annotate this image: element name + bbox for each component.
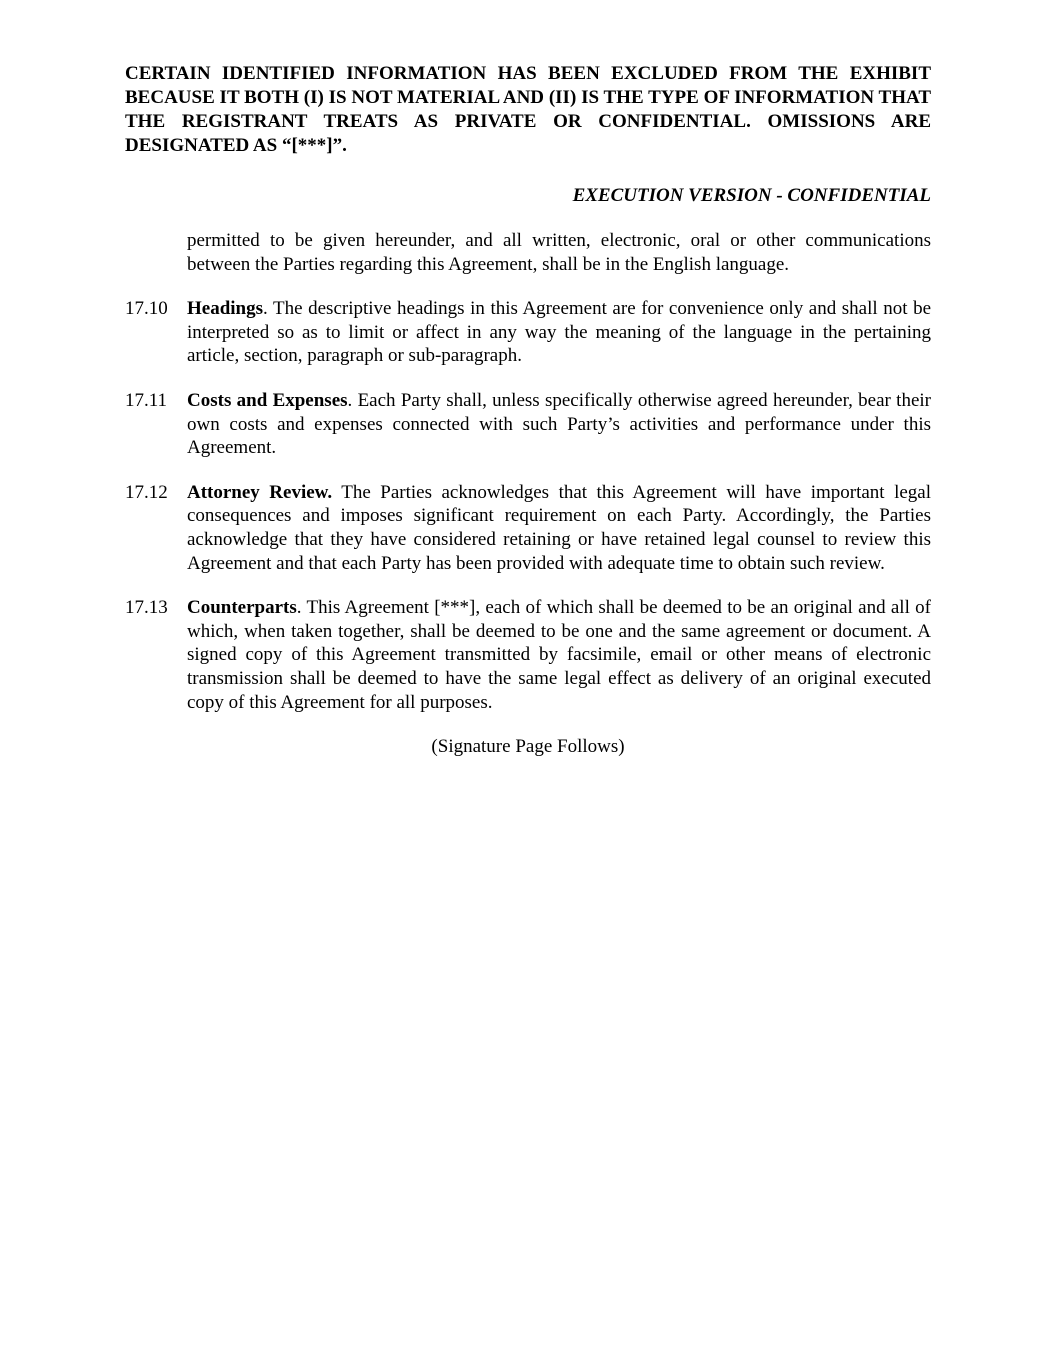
continuation-paragraph: permitted to be given hereunder, and all written, electronic, oral or other communications between the Parties regarding this Agreement, shall be in the English language. [187, 230, 931, 275]
section-17-12 [125, 481, 931, 575]
section-text: . The descriptive headings in this Agreement are for convenience only and shall not be interpreted so as to limit or affect in any way the meaning of the language in the pertaining article, section, paragraph or sub-paragraph. [187, 298, 931, 367]
section-number: 17.13 [125, 597, 168, 619]
section-body [187, 389, 931, 460]
section-title: Headings [187, 298, 264, 320]
section-text: . This Agreement [***], each of which shall be deemed to be an original and all of which, when taken together, shall be deemed to be one and the same agreement or document. A signed copy of this Agreement transmitted by facsimile, email or other means of electronic transmission shall be deemed to have the same legal effect as delivery of an original executed copy of this Agreement for all purposes. [187, 597, 931, 713]
section-17-13 [125, 596, 931, 714]
section-text: The Parties acknowledges that this Agreement will have important legal consequences and imposes significant requirement on each Party. Accordingly, the Parties acknowledge that they have considered retaining or have retained legal counsel to review this Agreement and that each Party has been provided with adequate time to obtain such review. [187, 481, 931, 574]
section-body [187, 297, 931, 368]
section-number: 17.10 [125, 298, 168, 320]
section-17-10 [125, 297, 931, 368]
document-page [125, 62, 931, 759]
section-text: . Each Party shall, unless specifically otherwise agreed hereunder, bear their own costs and expenses connected with such Party’s activities and performance under this Agreement. [187, 389, 931, 459]
confidentiality-legend: CERTAIN IDENTIFIED INFORMATION HAS BEEN EXCLUDED FROM THE EXHIBIT BECAUSE IT BOTH (I) IS NOT MATERIAL AND (II) IS THE TYPE OF INFORMATION THAT THE REGISTRANT TREATS AS PRIVATE OR CONFIDENTIAL. OMISSIONS ARE DESIGNATED AS “[***]”. [125, 63, 931, 156]
section-title: Attorney Review. [187, 481, 333, 503]
section-body [187, 596, 931, 714]
signature-page-note: (Signature Page Follows) [431, 736, 625, 758]
section-17-11 [125, 389, 931, 460]
section-title: Counterparts [187, 597, 297, 619]
section-number: 17.12 [125, 481, 168, 503]
section-title: Costs and Expenses [187, 389, 348, 411]
section-body [187, 481, 931, 575]
execution-version-label: EXECUTION VERSION - CONFIDENTIAL [572, 185, 931, 206]
section-number: 17.11 [125, 389, 168, 411]
